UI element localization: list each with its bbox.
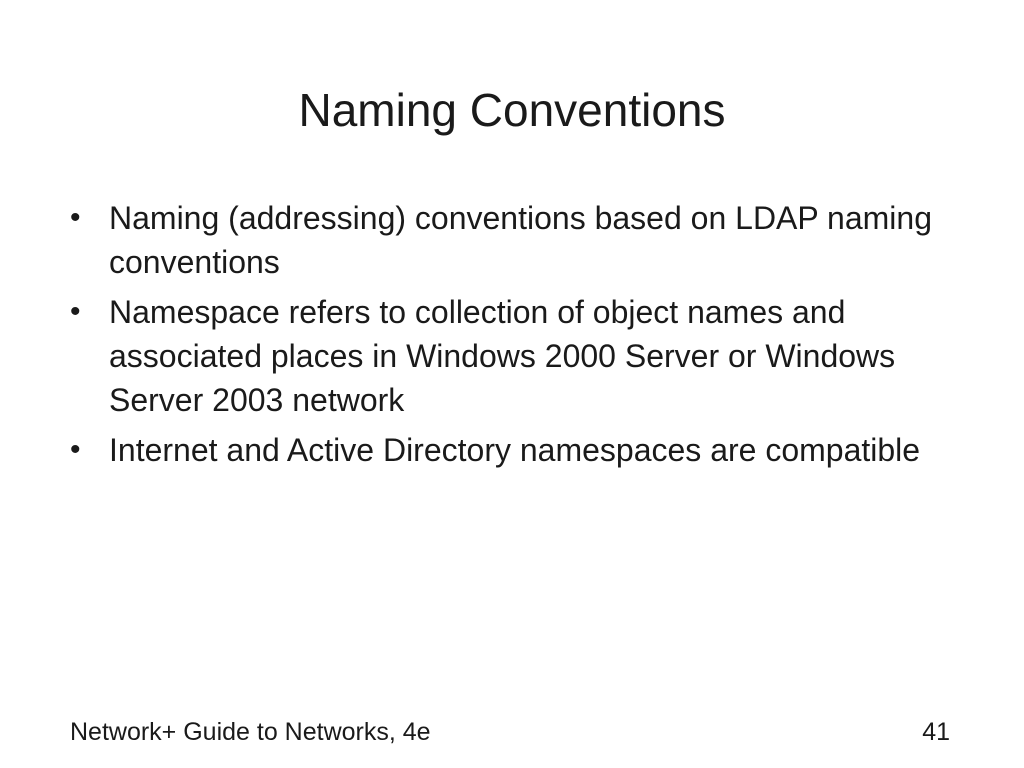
bullet-item — [70, 290, 950, 422]
page-number: 41 — [922, 718, 950, 746]
bullet-list — [70, 196, 950, 478]
bullet-text: Internet and Active Directory namespaces are compatible — [109, 432, 921, 468]
bullet-text: Naming (addressing) conventions based on LDAP naming conventions — [109, 200, 932, 280]
bullet-marker: • — [70, 295, 81, 328]
bullet-marker: • — [70, 433, 81, 466]
bullet-item — [70, 428, 950, 472]
slide-title: Naming Conventions — [298, 84, 726, 136]
bullet-text: Namespace refers to collection of object names and associated places in Windows 2000 Server or Windows Server 2003 network — [109, 294, 896, 418]
bullet-marker: • — [70, 201, 81, 234]
footer-source: Network+ Guide to Networks, 4e — [70, 718, 431, 746]
bullet-item — [70, 196, 950, 284]
